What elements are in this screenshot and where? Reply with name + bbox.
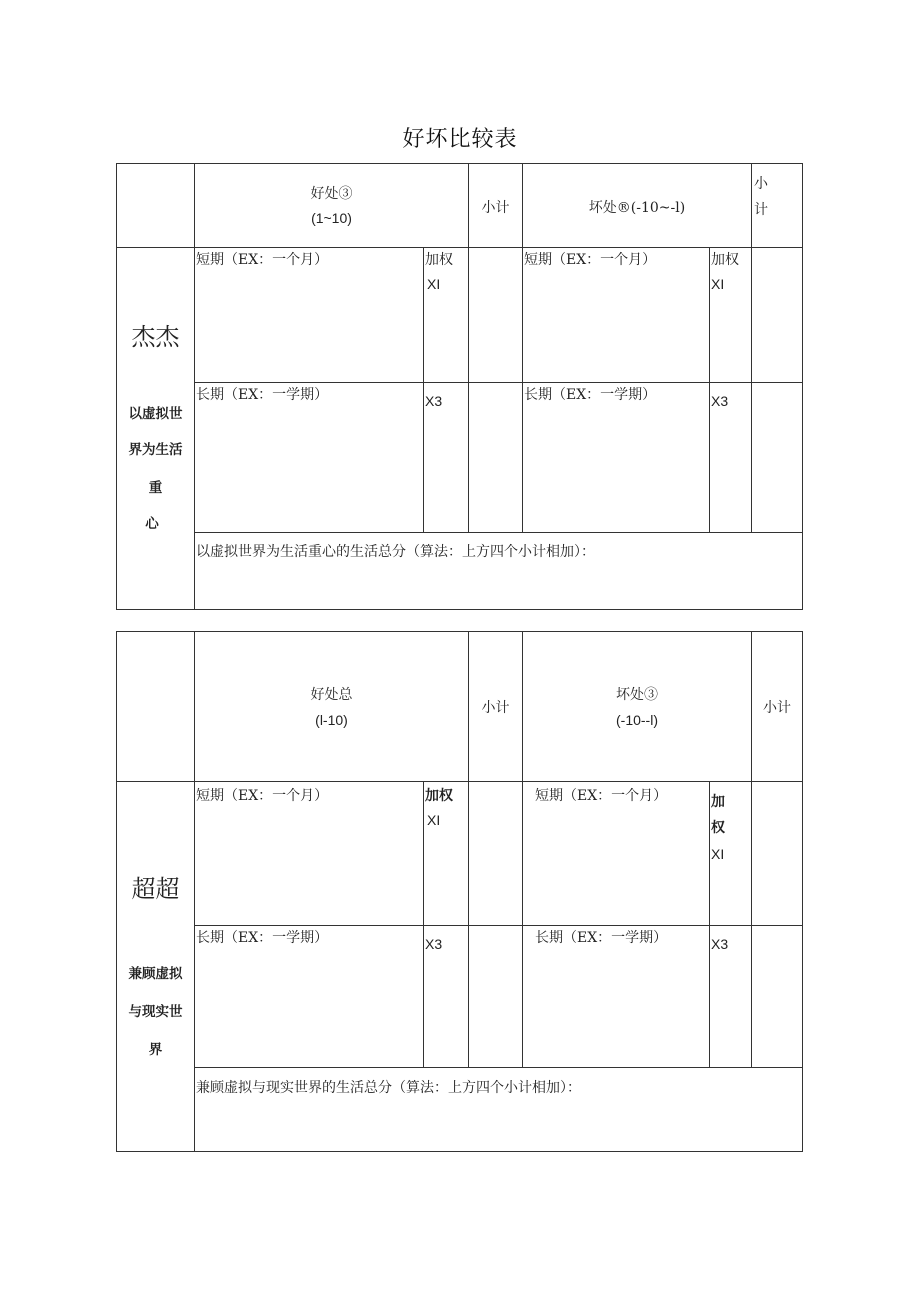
subtotal-cell[interactable] (468, 382, 523, 533)
weight-cell (423, 247, 469, 383)
short-term-label: 短期（EX：一个月） (524, 252, 657, 268)
long-term-label: 长期（EX：一学期） (196, 387, 329, 403)
bad-header-cell (522, 163, 752, 248)
bad-header-cell (522, 631, 752, 782)
short-term-label: 短期（EX：一个月） (196, 252, 329, 268)
person-desc-line: 重 (148, 480, 163, 496)
subtotal-cell[interactable] (468, 781, 523, 926)
corner-cell (116, 163, 195, 248)
weight-label: 加权 (425, 788, 453, 804)
person-cell (116, 781, 195, 1152)
bad-header-label: 坏处③ (616, 687, 658, 703)
short-term-bad-cell (522, 247, 710, 383)
subtotal-header-label: 小计 (481, 700, 510, 716)
weight-cell (709, 781, 752, 926)
long-term-label: 长期（EX：一学期） (524, 387, 657, 403)
subtotal-header-label-2b: 计 (754, 202, 768, 218)
weight-cell (709, 382, 752, 533)
total-score-cell[interactable] (194, 1067, 803, 1152)
weight-value: XI (711, 846, 725, 862)
long-term-good-cell (194, 382, 424, 533)
corner-cell (116, 631, 195, 782)
person-desc-line: 界为生活 (128, 442, 183, 458)
person-desc-line: 兼顾虚拟 (128, 966, 183, 982)
person-desc-line: 界 (148, 1042, 163, 1058)
long-term-bad-cell (522, 925, 710, 1068)
person-desc-line: 以虚拟世 (128, 406, 183, 422)
subtotal-header-cell-2 (751, 631, 803, 782)
short-term-label: 短期（EX：一个月） (196, 788, 329, 804)
good-header-range: (l-10) (315, 712, 348, 728)
person-cell (116, 247, 195, 610)
good-header-cell (194, 631, 469, 782)
long-term-label: 长期（EX：一学期） (535, 930, 668, 946)
subtotal-cell[interactable] (751, 247, 803, 383)
weight-value: X3 (425, 393, 443, 409)
page-title: 好坏比较表 (402, 127, 518, 152)
total-score-cell[interactable] (194, 532, 803, 610)
weight-cell (709, 247, 752, 383)
weight-cell (423, 382, 469, 533)
subtotal-header-label-2a: 小 (754, 176, 768, 192)
person-desc-line: 与现实世 (128, 1004, 183, 1020)
weight-cell (709, 925, 752, 1068)
weight-value: X3 (711, 936, 729, 952)
subtotal-header-cell-2 (751, 163, 803, 248)
person-name: 超超 (131, 875, 180, 903)
weight-label: 加 (711, 794, 725, 810)
weight-value: X3 (711, 393, 729, 409)
total-score-label: 以虚拟世界为生活重心的生活总分（算法：上方四个小计相加）： (196, 544, 595, 560)
weight-value: XI (427, 276, 441, 292)
subtotal-cell[interactable] (751, 781, 803, 926)
subtotal-cell[interactable] (751, 382, 803, 533)
good-header-label: 好处总 (310, 687, 353, 703)
subtotal-header-label-2: 小计 (763, 700, 791, 716)
weight-cell (423, 781, 469, 926)
weight-label: 权 (711, 820, 725, 836)
weight-value: XI (711, 276, 725, 292)
weight-value: X3 (425, 936, 443, 952)
total-score-label: 兼顾虚拟与现实世界的生活总分（算法：上方四个小计相加）： (196, 1080, 581, 1096)
subtotal-header-label: 小计 (481, 200, 510, 216)
short-term-good-cell (194, 247, 424, 383)
weight-cell (423, 925, 469, 1068)
good-header-label: 好处③ (310, 186, 353, 202)
long-term-label: 长期（EX：一学期） (196, 930, 329, 946)
short-term-good-cell (194, 781, 424, 926)
good-header-cell (194, 163, 469, 248)
person-desc-line: 心 (145, 516, 159, 532)
bad-header-label: 坏处®(-10~-l) (588, 200, 686, 216)
subtotal-header-cell (468, 163, 523, 248)
subtotal-cell[interactable] (468, 925, 523, 1068)
weight-label: 加权 (711, 252, 739, 268)
subtotal-cell[interactable] (751, 925, 803, 1068)
subtotal-cell[interactable] (468, 247, 523, 383)
good-header-range: (1~10) (311, 210, 352, 226)
weight-label: 加权 (425, 252, 453, 268)
long-term-good-cell (194, 925, 424, 1068)
short-term-bad-cell (522, 781, 710, 926)
subtotal-header-cell (468, 631, 523, 782)
person-name: 杰杰 (131, 323, 180, 351)
short-term-label: 短期（EX：一个月） (535, 788, 668, 804)
bad-header-range: (-10--l) (616, 712, 658, 728)
long-term-bad-cell (522, 382, 710, 533)
weight-value: XI (427, 812, 441, 828)
